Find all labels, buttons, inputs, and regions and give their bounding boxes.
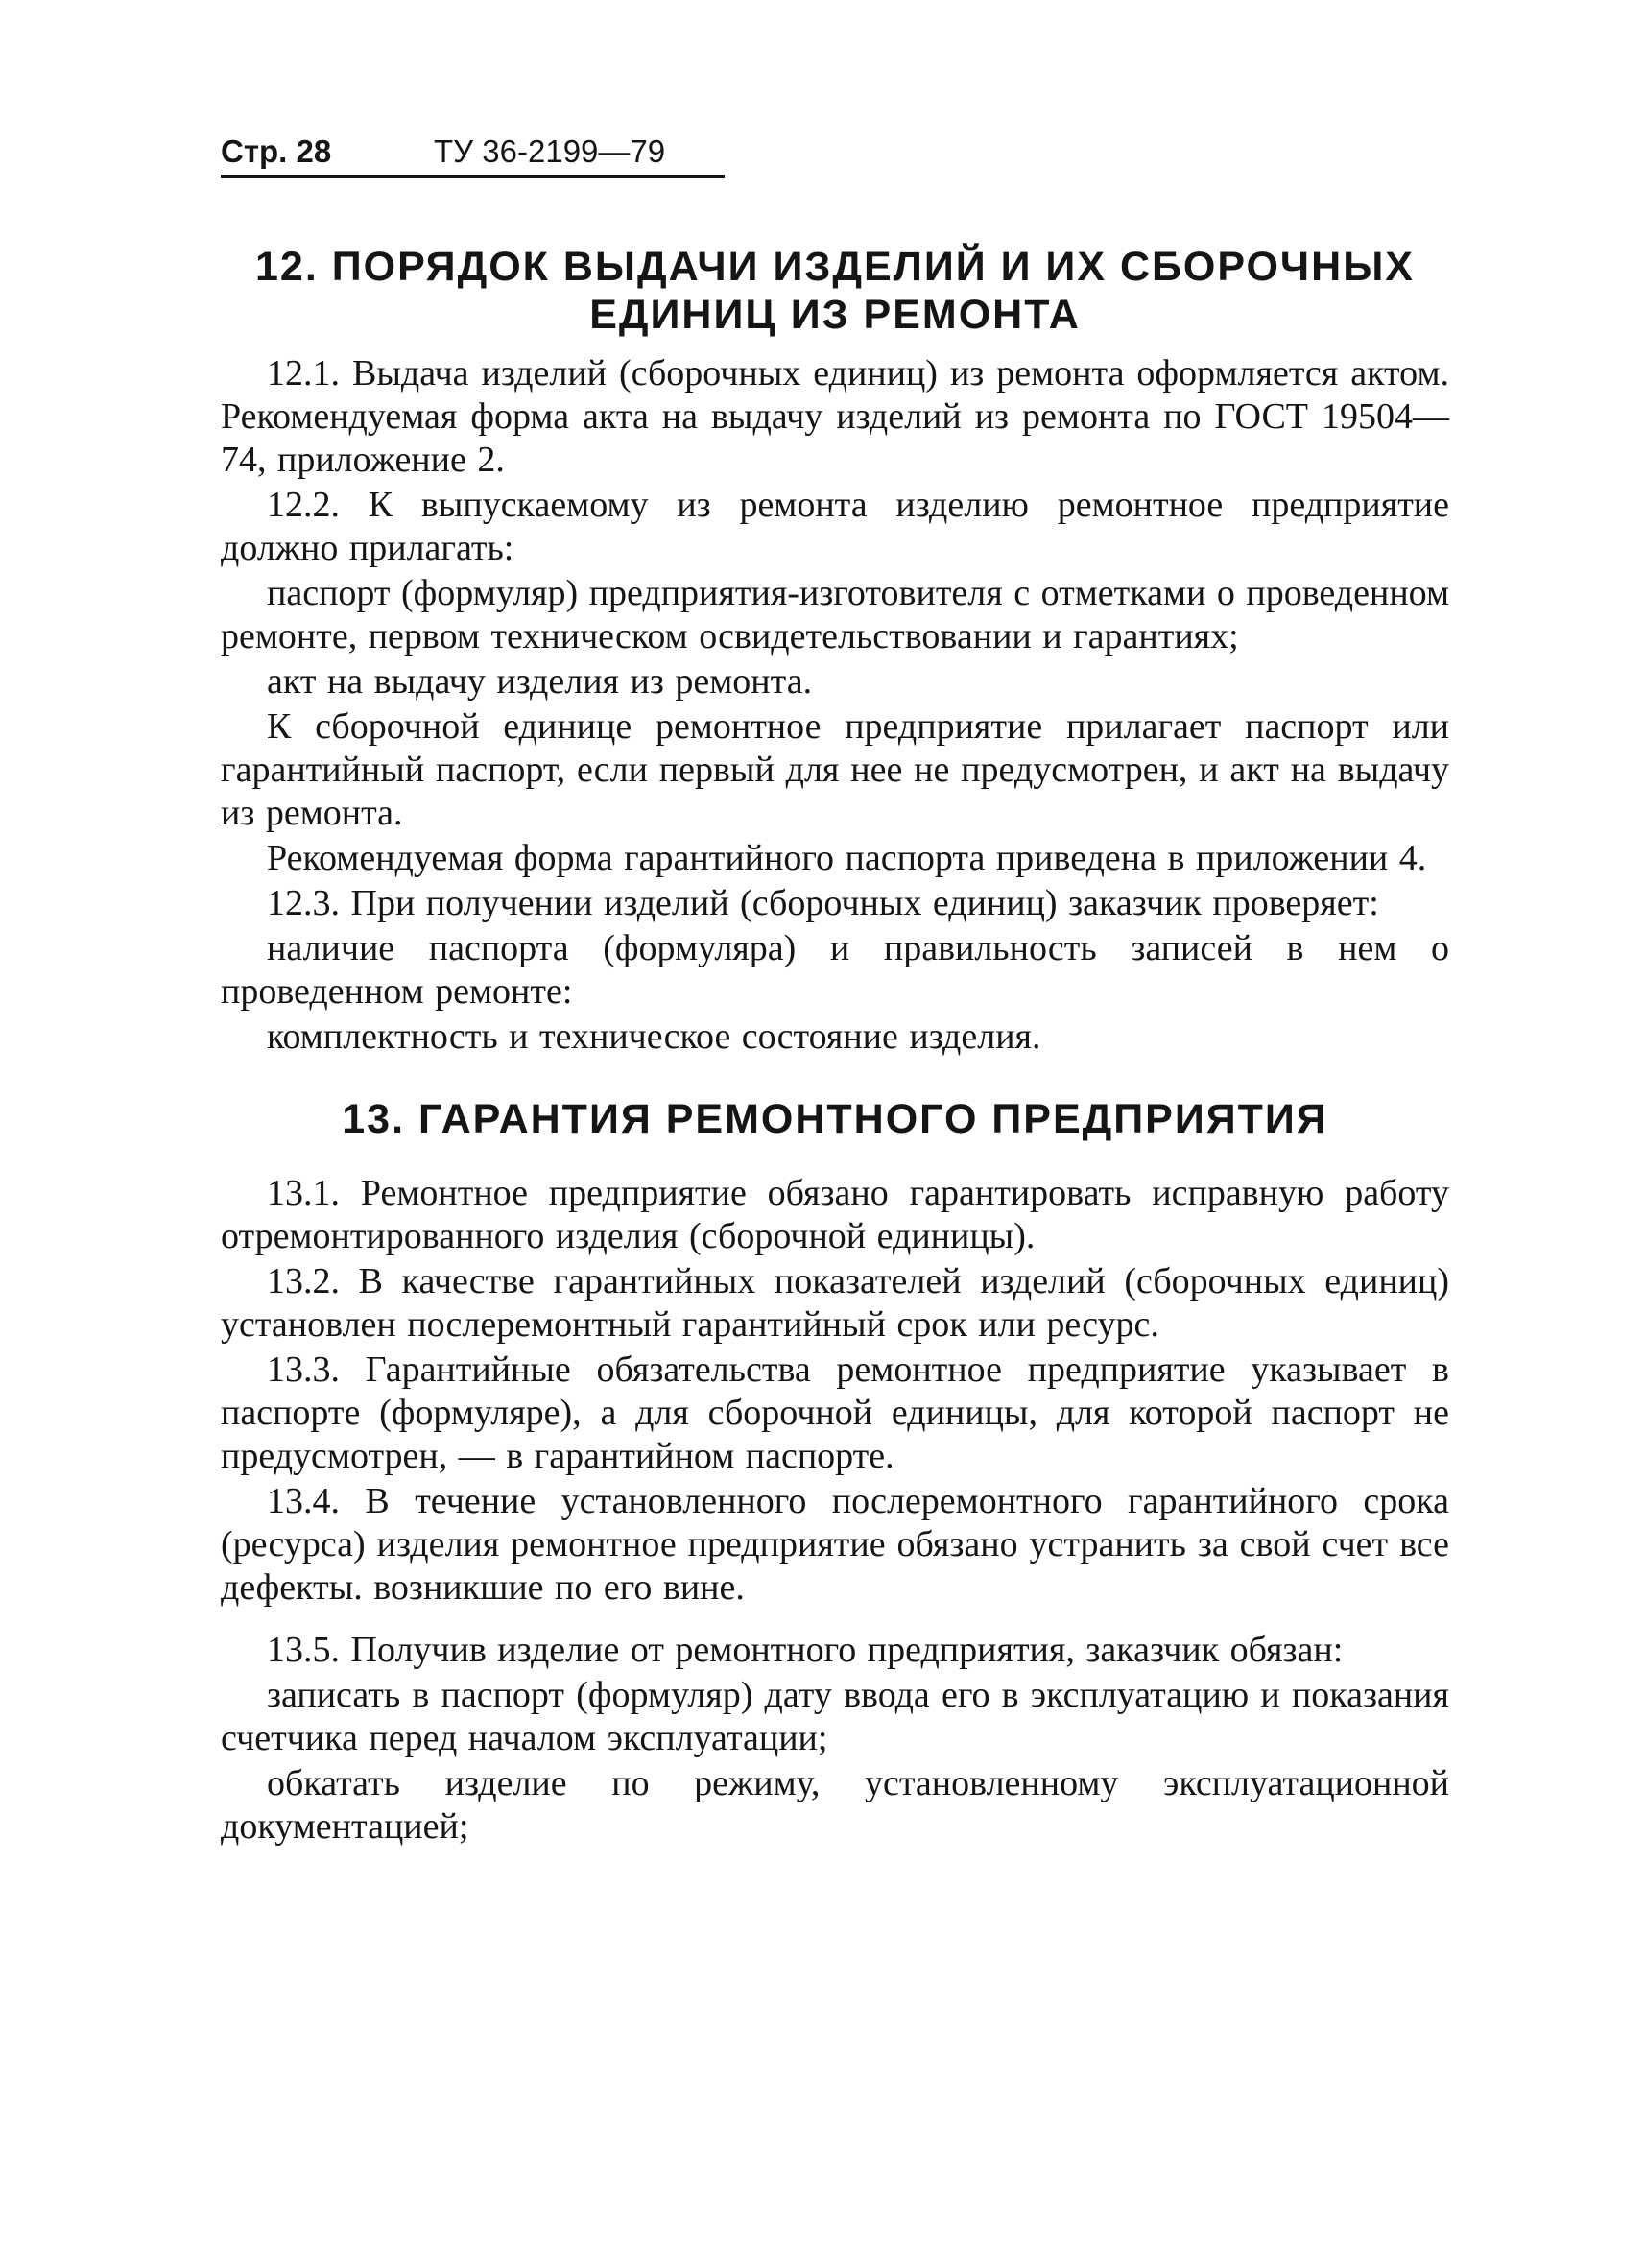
paragraph-12-1: 12.1. Выдача изделий (сборочных единиц) из ремонта оформляется актом. Рекомендуемая форма акта на выдачу изделий из ремонта по ГОСТ 19504—74, приложение 2.: [221, 353, 1449, 480]
paragraph-12-2: 12.2. К выпускаемому из ремонта изделию ремонтное предприятие должно прилагать:: [221, 485, 1449, 568]
page-header: [221, 120, 725, 179]
section-12-heading: 12. ПОРЯДОК ВЫДАЧИ ИЗДЕЛИЙ И ИХ СБОРОЧНЫХ ЕДИНИЦ ИЗ РЕМОНТА: [255, 244, 1415, 338]
paragraph-12-2-act: акт на выдачу изделия из ремонта.: [267, 661, 813, 702]
paragraph-13-5: 13.5. Получив изделие от ремонтного предприятия, заказчик обязан:: [267, 1630, 1344, 1670]
paragraph-12-2-passport: паспорт (формуляр) предприятия-изготовителя с отметками о проведенном ремонте, первом техническом освидетельствовании и гарантиях;: [221, 573, 1449, 657]
header-rule: [221, 175, 725, 178]
paragraph-13-5-run-in: обкатать изделие по режиму, установленному эксплуатационной документацией;: [221, 1763, 1449, 1847]
paragraph-13-4: 13.4. В течение установленного послеремонтного гарантийного срока (ресурса) изделия ремонтное предприятие обязано устранить за свой счет все дефекты. возникшие по его вине.: [221, 1481, 1449, 1608]
page-number: Стр. 28: [221, 133, 332, 169]
paragraph-13-2: 13.2. В качестве гарантийных показателей изделий (сборочных единиц) установлен послеремонтный гарантийный срок или ресурс.: [221, 1261, 1449, 1345]
paragraph-13-1: 13.1. Ремонтное предприятие обязано гарантировать исправную работу отремонтированного изделия (сборочной единицы).: [221, 1173, 1449, 1256]
paragraph-12-2-assembly-unit: К сборочной единице ремонтное предприятие прилагает паспорт или гарантийный паспорт, если первый для нее не предусмотрен, и акт на выдачу из ремонта.: [221, 706, 1449, 833]
document-page: [221, 120, 1449, 1850]
paragraph-13-3: 13.3. Гарантийные обязательства ремонтное предприятие указывает в паспорте (формуляре), а для сборочной единицы, для которой паспорт не предусмотрен, — в гарантийном паспорте.: [221, 1349, 1449, 1476]
section-13-heading: 13. ГАРАНТИЯ РЕМОНТНОГО ПРЕДПРИЯТИЯ: [342, 1096, 1328, 1142]
paragraph-12-2-recommended-form: Рекомендуемая форма гарантийного паспорта приведена в приложении 4.: [267, 838, 1427, 878]
document-code: ТУ 36-2199—79: [434, 133, 666, 169]
paragraph-12-3: 12.3. При получении изделий (сборочных единиц) заказчик проверяет:: [267, 883, 1379, 923]
paragraph-12-3-passport-check: наличие паспорта (формуляра) и правильность записей в нем о проведенном ремонте:: [221, 928, 1449, 1012]
paragraph-12-3-completeness: комплектность и техническое состояние изделия.: [267, 1016, 1041, 1057]
paragraph-13-5-record: записать в паспорт (формуляр) дату ввода его в эксплуатацию и показания счетчика перед началом эксплуатации;: [221, 1675, 1449, 1758]
